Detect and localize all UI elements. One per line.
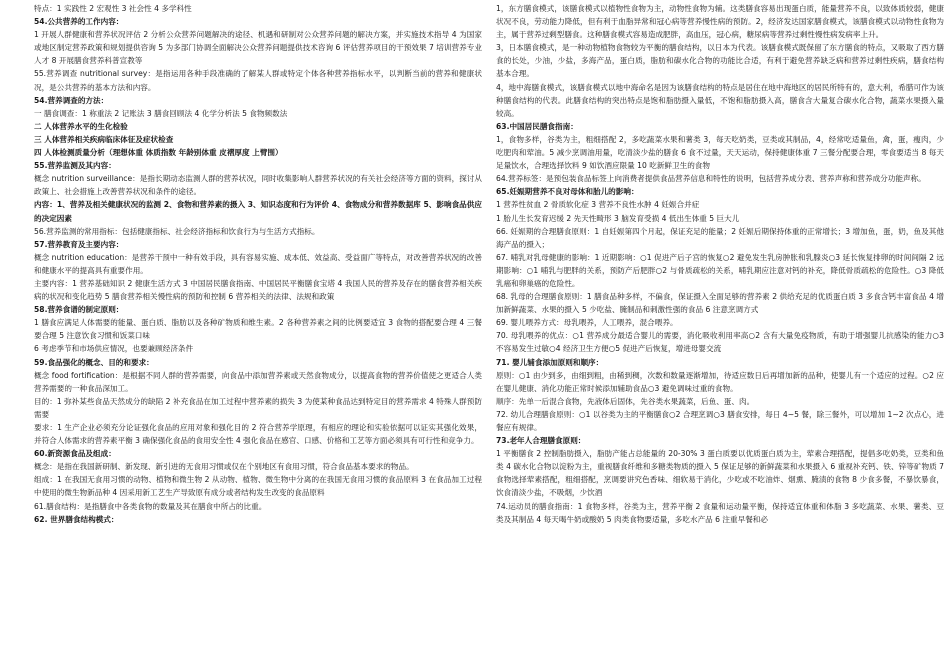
- left-column-heading: 58.营养食谱的制定原则：: [34, 305, 124, 315]
- right-column-paragraph: 68. 乳母的合理膳食原则：1 膳食品种多样，不偏食，保证摄入全面足够的营养素 2 供给充足的优质蛋白质 3 多食含钙丰富食品 4 增加新鲜蔬菜、水果的摄入 5 少吃盐、腌制品和刺激性强的食品 6 注意烹调方式: [496, 292, 944, 315]
- left-column-heading: 54.营养调查的方法：: [34, 95, 109, 105]
- left-column-paragraph: 一 膳食调查：1 称重法 2 记账法 3 膳食回顾法 4 化学分析法 5 食物频数法: [34, 108, 288, 118]
- right-column-paragraph: 1，食物多样，谷类为主，粗细搭配 2，多吃蔬菜水果和薯类 3，每天吃奶类，豆类或其制品，4，经常吃适量鱼，禽，蛋，瘦肉，少吃肥肉和荤油。5 减少烹调油用量，吃清淡少盐的膳食 6 食不过量，天天运动，保持健康体重 7 三餐分配要合理，零食要适当 8 每天足量饮水，合理选择饮料 9 如饮酒应限量 10 吃新鲜卫生的食物: [496, 134, 944, 171]
- left-column-paragraph: 主要内容：1 营养基础知识 2 健康生活方式 3 中国居民膳食指南、中国居民平衡膳食宝塔 4 我国人民的营养及存在的膳食营养相关疾病的状况和变化趋势 5 膳食营养相关慢性病的预防和控制 6 营养相关的法律、法规和政策: [34, 278, 482, 302]
- left-column-heading: 57.营养教育及主要内容：: [34, 239, 124, 249]
- right-column-paragraph: 67. 哺乳对乳母健康的影响：1 近期影响：○1 促进产后子宫的恢复○2 避免发生乳房肿胀和乳腺炎○3 延长恢复排卵的时间间隔 2 远期影响：○1 哺乳与肥胖的关系，预防产后肥胖○2 与骨质疏松的关系，哺乳期应注意对钙的补充，降低骨质疏松的危险性。○3 降低乳癌和卵巢癌的危险性。: [496, 252, 944, 288]
- left-column-paragraph: 55.营养调查 nutritional survey：是指运用各种手段准确的了解某人群或特定个体各种营养指标水平，以判断当前的营养和健康状况，是公共营养的基本方法和内容。: [34, 69, 482, 92]
- right-column-heading: 63.中国居民膳食指南：: [496, 121, 578, 131]
- right-column-paragraph: 64.营养标签：是预包装食品标签上向消费者提供食品营养信息和特性的说明，包括营养成分表、营养声称和营养成分功能声称。: [496, 174, 926, 184]
- left-column-paragraph: 特点：1 实践性 2 宏观性 3 社会性 4 多学科性: [34, 4, 192, 13]
- right-column-paragraph: 69. 婴儿喂养方式：母乳喂养，人工喂养，混合喂养。: [496, 318, 678, 328]
- left-column-paragraph: 组成：1 在我国无食用习惯的动物、植物和微生物 2 从动物、植物、微生物中分离的在我国无食用习惯的食品原料 3 在食品加工过程中使用的微生物新品种 4 因采用新工艺生产导致原有成分或者结构发生改变的食品原料: [34, 475, 482, 498]
- right-column-paragraph: 顺序：先单一后混合食物，先液体后固体，先谷类水果蔬菜，后鱼、蛋、肉。: [496, 396, 755, 406]
- right-column-paragraph: 1 胎儿生长发育迟缓 2 先天性畸形 3 脑发育受损 4 低出生体重 5 巨大儿: [496, 213, 740, 223]
- left-column-heading: 55.营养监测及其内容：: [34, 161, 116, 171]
- left-column-heading: 60.新资源食品及组成：: [34, 449, 116, 459]
- left-column: [34, 2, 482, 670]
- left-column-heading: 二 人体营养水平的生化检验: [34, 121, 128, 131]
- left-column-heading: 内容：1、营养及相关健康状况的监测 2、食物和营养素的摄入 3、知识态度和行为评价 4、食物成分和营养数据库 5、影响食品供应的决定因素: [34, 200, 482, 223]
- left-column-paragraph: 目的：1 弥补某些食品天然成分的缺陷 2 补充食品在加工过程中营养素的损失 3 为使某种食品达到特定目的营养需求 4 特殊人群预防需要: [34, 396, 482, 419]
- left-column-paragraph: 概念 food fortification：是根据不同人群的营养需要，向食品中添加营养素或天然食物成分，以提高食物的营养价值使之更适合人类营养需要的一种食品深加工。: [34, 370, 482, 393]
- left-column-heading: 62. 世界膳食结构模式：: [34, 514, 119, 524]
- left-column-paragraph: 1 开展人群健康和营养状况评估 2 分析公众营养问题解决的途径、机遇和研制对公众营养问题的解决方案，并实施技术指导 4 为国家或地区制定营养政策和规划提供咨询 5 为多部门协调全面解决公众营养问题提供技术咨询 6 评估营养项目的干预效果 7 培训营养专业人才 8 开展膳食营养科普宣教等: [34, 30, 482, 66]
- right-column-paragraph: 3，日本膳食模式，是一种动物植物食物较为平衡的膳食结构，以日本为代表。该膳食模式既保留了东方膳食的特点，又吸取了西方膳食的长处，少油，少盐，多海产品，蛋白质，脂肪和碳水化合物的功能比合适，有利于避免营养缺乏病和营养过剩性疾病，膳食结构基本合理。: [496, 43, 944, 79]
- right-column-paragraph: 70. 母乳喂养的优点：○1 营养成分最适合婴儿的需要，消化吸收利用率高○2 含有大量免疫物质，有助于增强婴儿抗感染的能力○3 不容易发生过敏○4 经济卫生方便○5 促进产后恢复，增进母婴交流: [496, 331, 944, 354]
- left-column-heading: 四 人体检测质量分析（理想体重 体质指数 年龄别体重 皮褶厚度 上臂围）: [34, 148, 283, 158]
- left-column-paragraph: 56.营养监测的常用指标：包括健康指标、社会经济指标和饮食行为与生活方式指标。: [34, 226, 320, 236]
- left-column-paragraph: 6 考虑季节和市场供应情况，也要兼顾经济条件: [34, 344, 194, 354]
- left-column-paragraph: 61.膳食结构：是指膳食中各类食物的数量及其在膳食中所占的比重。: [34, 501, 267, 511]
- left-column-paragraph: 概念 nutrition surveillance：是指长期动态监测人群的营养状况，同时收集影响人群营养状况的有关社会经济等方面的资料，探讨从政策上、社会措施上改善营养状况和条件的途径。: [34, 174, 482, 197]
- right-column-paragraph: 原则：○1 由少到多，由细到粗，由稀到稠，次数和数量逐渐增加，待适应数日后再增加新的品种，使婴儿有一个适应的过程。○2 应在婴儿健康、消化功能正常时候添加辅助食品○3 避免调味过重的食物。: [496, 370, 944, 393]
- left-column-paragraph: 概念 nutrition education：是营养干预中一种有效手段，具有容易实施、成本低、效益高、受益面广等特点，对改善营养状况的改善和健康水平的提高具有重要作用。: [34, 252, 482, 275]
- right-column-paragraph: 72. 幼儿合理膳食原则：○1 以谷类为主的平衡膳食○2 合理烹调○3 膳食安排，每日 4~5 餐，除三餐外，可以增加 1~2 次点心，进餐应有规律。: [496, 409, 944, 432]
- left-column-paragraph: 1 膳食应满足人体需要的能量、蛋白质、脂肪以及各种矿物质和维生素。2 各种营养素之间的比例要适宜 3 食物的搭配要合理 4 三餐要合理 5 注意饮食习惯和饭菜口味: [34, 318, 482, 341]
- left-column-heading: 54.公共营养的工作内容：: [34, 17, 124, 27]
- right-column-heading: 71. 婴儿辅食添加原则和顺序：: [496, 357, 604, 367]
- left-column-paragraph: 要求：1 生产企业必须充分论证强化食品的应用对象和强化目的 2 符合营养学原理，有相应的理论和实验依据可以证实其强化效果，并符合人体需求的营养素平衡 3 确保强化食品的食用安全性 4 强化食品在感官、口感、价格和工艺等方面必须具有可行性和竞争力。: [34, 423, 482, 446]
- right-column-paragraph: 1 营养性贫血 2 骨质软化症 3 营养不良性水肿 4 妊娠合并症: [496, 200, 700, 210]
- left-column-heading: 59.食品强化的概念、目的和要求：: [34, 357, 154, 367]
- right-column-paragraph: 74.运动员的膳食指南：1 食物多样，谷类为主，营养平衡 2 食量和运动量平衡，保持适宜体重和体脂 3 多吃蔬菜、水果、薯类、豆类及其制品 4 每天喝牛奶或酸奶 5 肉类食物要适量，多吃水产品 6 注重早餐和必: [496, 501, 944, 524]
- right-column-paragraph: 66. 妊娠期的合理膳食原则：1 自妊娠第四个月起，保证充足的能量；2 妊娠后期保持体重的正常增长；3 增加鱼，蛋，奶，鱼及其他海产品的摄入；: [496, 226, 944, 249]
- right-column-paragraph: 1，东方膳食模式，该膳食模式以植物性食物为主，动物性食物为辅。这类膳食容易出现蛋白质，能量营养不良，以致体质较弱，健康状况不良，劳动能力降低，但有利于血脂异常和冠心病等营养慢性病的预防。2，经济发达国家膳食模式，该膳食模式以动物性食物为主，属于营养过剩型膳食。这种膳食模式容易造成肥胖，高血压，冠心病，糖尿病等营养过剩性慢性病发病率上升。: [496, 4, 944, 40]
- right-column: [496, 2, 944, 670]
- right-column-paragraph: 1 平衡膳食 2 控制脂肪摄入，脂肪产能占总能量的 20-30% 3 蛋白质要以优质蛋白质为主，荤素合理搭配，提倡多吃奶类，豆类和鱼类 4 碳水化合物以淀粉为主，重视膳食纤维和多糖类物质的摄入 5 保证足够的新鲜蔬菜和水果摄入 6 重视补充钙、铁、锌等矿物质 7 食物选择荤素搭配，粗细搭配，烹调要讲究色香味、细软易于消化，少吃或不吃油炸、烟熏、腌渍的食物 8 少食多餐，不暴饮暴食，饮食清淡少盐，不吸烟，少饮酒: [496, 449, 944, 498]
- right-column-paragraph: 4，地中海膳食模式，该膳食模式以地中海命名是因为该膳食结构的特点是居住在地中海地区的居民所特有的，意大利，希腊可作为该种膳食结构的代表。此膳食结构的突出特点是饱和脂肪摄入量低，不饱和脂肪摄入高，膳食含大量复合碳水化合物，蔬菜水果摄入量较高。: [496, 82, 944, 118]
- left-column-paragraph: 概念：是指在我国新研制、新发现、新引进的无食用习惯或仅在个别地区有食用习惯，符合食品基本要求的物品。: [34, 462, 414, 472]
- right-column-heading: 73.老年人合理膳食原则：: [496, 436, 586, 446]
- left-column-heading: 三 人体营养相关疾病临床体征及症状检查: [34, 134, 174, 144]
- right-column-heading: 65.妊娠期营养不良对母体和胎儿的影响：: [496, 187, 639, 197]
